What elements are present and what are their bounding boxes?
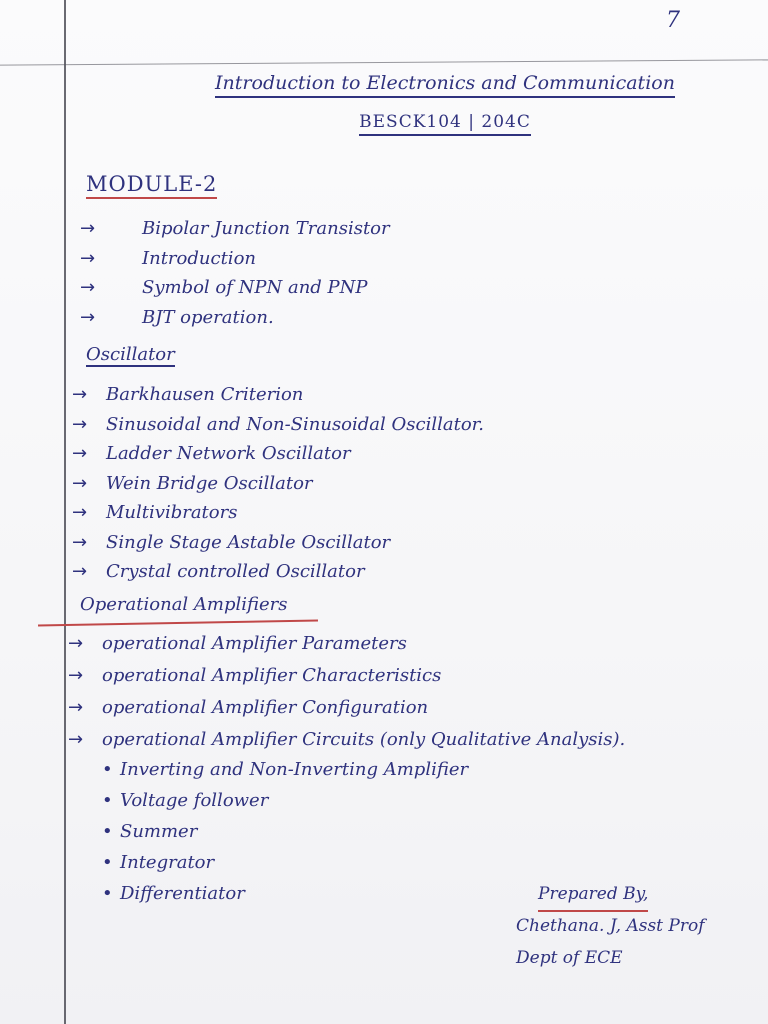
arrow-icon: → [80,218,96,239]
arrow-icon: → [72,531,88,553]
list-item: → operational Amplifier Configuration [68,692,625,724]
arrow-icon: → [68,697,84,718]
arrow-icon: → [72,384,88,405]
arrow-icon: → [72,561,88,582]
list-item: • Summer [102,816,468,847]
arrow-icon: → [80,277,96,298]
list-item: • Voltage follower [102,785,468,816]
opamp-topic-list [68,628,625,756]
author-name: Chethana. J, Asst Prof [516,916,705,936]
bullet-dot-icon: • [102,821,113,842]
list-item: → operational Amplifier Circuits (only Qualitative Analysis). [68,724,625,756]
list-item: → Bipolar Junction Transistor [80,214,390,244]
list-item: → Crystal controlled Oscillator [72,557,484,587]
list-item: → Single Stage Astable Oscillator [72,528,484,558]
arrow-icon: → [68,633,84,654]
list-item: → Barkhausen Criterion [72,380,484,410]
bjt-topic-list [80,214,390,332]
page-number: 7 [666,8,680,33]
bullet-dot-icon: • [102,790,113,811]
author-department: Dept of ECE [516,948,623,968]
prepared-by-label: Prepared By, [538,878,648,912]
list-item: • Differentiator [102,878,468,909]
arrow-icon: → [80,306,96,328]
list-item: → Introduction [80,244,390,274]
list-item: → Multivibrators [72,498,484,528]
bullet-dot-icon: • [102,852,113,873]
list-item: → BJT operation. [80,303,390,333]
list-item: • Inverting and Non-Inverting Amplifier [102,754,468,785]
bullet-dot-icon: • [102,883,113,904]
list-item: → Symbol of NPN and PNP [80,273,390,303]
list-item: → Sinusoidal and Non-Sinusoidal Oscillator. [72,410,484,440]
arrow-icon: → [68,665,84,686]
margin-line [64,0,66,1024]
list-item: → Wein Bridge Oscillator [72,469,484,499]
oscillator-topic-list [72,380,484,587]
document-title: Introduction to Electronics and Communication [215,72,675,98]
arrow-icon: → [72,502,88,523]
list-item: → operational Amplifier Parameters [68,628,625,660]
signature-block [516,878,705,974]
arrow-icon: → [80,247,96,269]
header-rule [0,59,768,65]
oscillator-heading: Oscillator [86,344,175,365]
red-underline [38,620,318,627]
module-heading: MODULE-2 [86,172,217,199]
opamp-circuit-list [102,754,468,909]
list-item: → operational Amplifier Characteristics [68,660,625,692]
course-code: BESCK104 | 204C [359,112,531,136]
title-block [200,72,690,136]
arrow-icon: → [72,443,88,464]
arrow-icon: → [72,472,88,494]
arrow-icon: → [72,413,88,435]
list-item: • Integrator [102,847,468,878]
opamp-heading: Operational Amplifiers [80,594,288,615]
arrow-icon: → [68,729,84,750]
list-item: → Ladder Network Oscillator [72,439,484,469]
bullet-dot-icon: • [102,759,113,780]
